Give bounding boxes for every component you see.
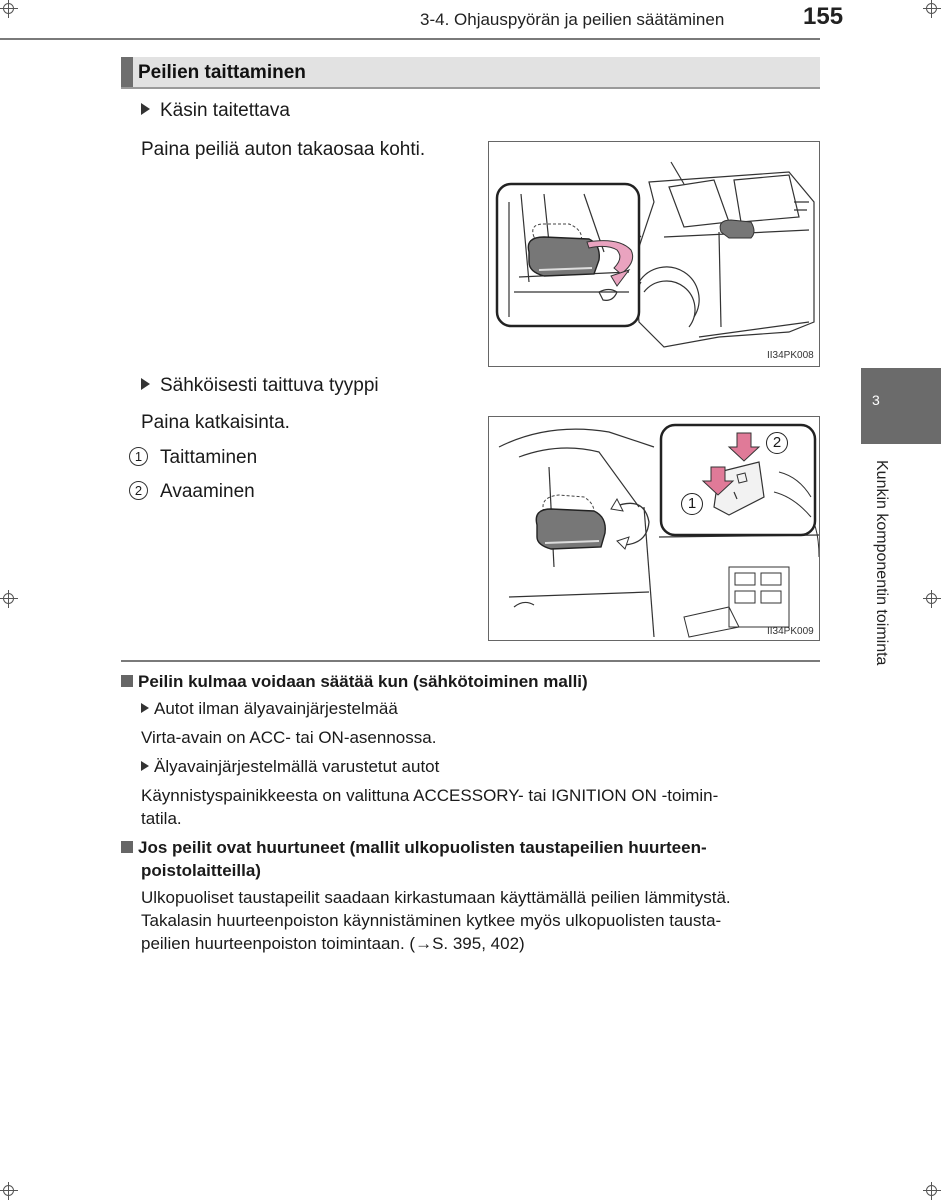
note-sub-heading-a [141,699,398,719]
header-rule [0,38,820,40]
square-bullet-icon [121,675,133,687]
triangle-bullet-icon [141,378,150,390]
electric-heading [141,375,379,397]
figure-code-electric: II34PK009 [767,626,814,637]
chapter-title: Kunkin komponentin toiminta [873,460,890,666]
figure-manual-fold [488,141,820,367]
manual-heading [141,100,290,122]
note-defog-text-line-1: Ulkopuoliset taustapeilit saadaan kirkastumaan käyttämällä peilien lämmitystä. [141,888,731,907]
section-heading-accent [121,57,133,87]
note-heading-defog-text: Jos peilit ovat huurtuneet (mallit ulkopuolisten taustapeilien huurteen- [138,838,707,857]
crop-mark-bottom-left [0,1182,18,1200]
crop-mark-bottom-right [923,1182,941,1200]
callout-1: 1 [681,493,703,515]
triangle-bullet-icon [141,103,150,115]
page-number: 155 [803,3,844,30]
note-sub-text-b-line-2: tatila. [141,809,182,828]
manual-instruction: Paina peiliä auton takaosaa kohti. [141,139,426,160]
list-item-label: Taittaminen [160,447,258,468]
callout-2: 2 [766,432,788,454]
figure-code-manual: II34PK008 [767,350,814,361]
number-circle-1: 1 [129,447,148,466]
list-item-label: Avaaminen [160,481,255,502]
crop-mark-right [923,590,941,608]
triangle-bullet-icon [141,761,149,771]
notes-divider [121,660,820,662]
note-sub-text-b-line-1: Käynnistyspainikkeesta on valittuna ACCESSORY- tai IGNITION ON -toimin- [141,786,719,805]
note-heading-defog-line-1 [121,838,707,858]
crop-mark-left [0,590,18,608]
chapter-tab [861,368,941,444]
note-heading-angle-text: Peilin kulmaa voidaan säätää kun (sähkötoiminen malli) [138,672,588,691]
electric-heading-text: Sähköisesti taittuva tyyppi [160,375,379,396]
number-circle-2: 2 [129,481,148,500]
section-heading-title: Peilien taittaminen [138,62,306,83]
note-defog-text-line-2: Takalasin huurteenpoiston käynnistäminen kytkee myös ulkopuolisten tausta- [141,911,722,930]
figure-electric-fold [488,416,820,641]
note-defog-text-line-3: peilien huurteenpoiston toimintaan. (→S. 395, 402) [141,934,525,953]
electric-instruction: Paina katkaisinta. [141,412,290,433]
note-sub-heading-b [141,757,439,777]
running-header-title: 3-4. Ohjauspyörän ja peilien säätäminen [420,10,725,29]
section-heading-bar [121,57,820,89]
square-bullet-icon [121,841,133,853]
note-sub-heading-a-text: Autot ilman älyavainjärjestelmää [154,699,398,718]
note-sub-text-a: Virta-avain on ACC- tai ON-asennossa. [141,728,437,747]
note-heading-angle [121,672,588,692]
note-heading-defog-line-2: poistolaitteilla) [141,861,261,880]
note-sub-heading-b-text: Älyavainjärjestelmällä varustetut autot [154,757,440,776]
list-item [129,481,255,503]
manual-heading-text: Käsin taitettava [160,100,290,121]
chapter-number: 3 [872,392,880,408]
manual-fold-illustration [489,142,820,367]
crop-mark-top-left [0,0,18,18]
triangle-bullet-icon [141,703,149,713]
chapter-title-vertical [868,460,892,720]
list-item [129,447,257,469]
crop-mark-top-right [923,0,941,18]
